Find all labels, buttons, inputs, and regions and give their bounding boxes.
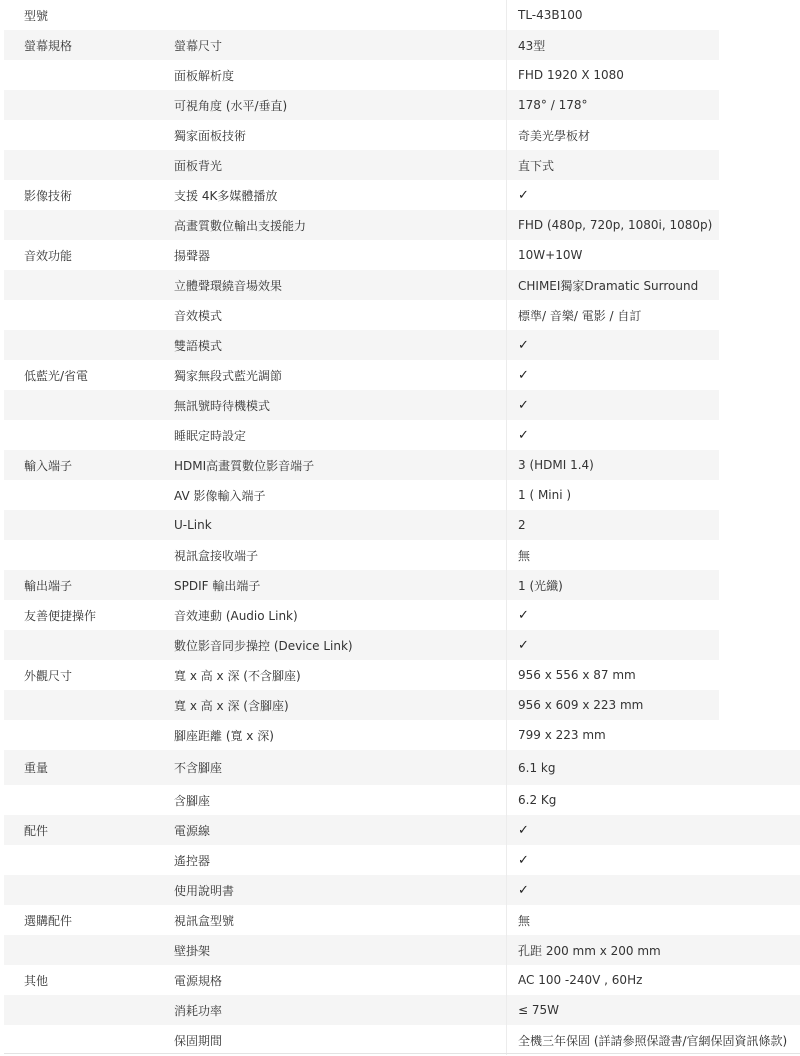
column-divider [506, 660, 507, 690]
column-divider [506, 240, 507, 270]
table-row [4, 60, 719, 90]
table-row [4, 270, 719, 300]
spec-item: 揚聲器 [174, 248, 211, 263]
table-row [4, 690, 719, 720]
table-row [4, 90, 719, 120]
spec-item: 立體聲環繞音場效果 [174, 278, 283, 293]
column-divider [506, 570, 507, 600]
spec-category: 型號 [24, 8, 49, 23]
check-icon: ✓ [518, 397, 529, 413]
column-divider [506, 690, 507, 720]
spec-category: 配件 [24, 823, 49, 838]
table-row [4, 720, 719, 750]
spec-value: 43型 [518, 38, 546, 53]
column-divider [506, 815, 507, 845]
spec-item: 視訊盒型號 [174, 913, 235, 928]
spec-value: 178° / 178° [518, 98, 588, 112]
column-divider [506, 540, 507, 570]
column-divider [506, 30, 507, 60]
spec-category: 重量 [24, 761, 49, 775]
spec-value: 直下式 [518, 158, 555, 173]
spec-value: 標準/ 音樂/ 電影 / 自訂 [518, 308, 642, 323]
table-row [4, 180, 719, 210]
table-row [4, 330, 719, 360]
spec-category: 其他 [24, 973, 49, 988]
spec-category: 友善便捷操作 [24, 608, 97, 623]
spec-item: 螢幕尺寸 [174, 38, 223, 53]
column-divider [506, 450, 507, 480]
spec-value: 2 [518, 518, 526, 532]
spec-category: 音效功能 [24, 248, 73, 263]
check-icon: ✓ [518, 607, 529, 623]
table-row [4, 815, 800, 845]
spec-item: 寬 x 高 x 深 (不含腳座) [174, 668, 301, 683]
column-divider [506, 360, 507, 390]
spec-item: 雙語模式 [174, 338, 223, 353]
table-row [4, 660, 719, 690]
spec-table [4, 0, 800, 1055]
column-divider [506, 875, 507, 905]
table-row [4, 390, 719, 420]
check-icon: ✓ [518, 637, 529, 653]
spec-item: 音效模式 [174, 308, 223, 323]
table-row [4, 0, 719, 30]
spec-item: 獨家無段式藍光調節 [174, 368, 283, 383]
spec-item: 無訊號時待機模式 [174, 398, 271, 413]
table-row [4, 905, 800, 935]
table-row [4, 750, 800, 785]
spec-value: 無 [518, 548, 531, 563]
spec-value: 799 x 223 mm [518, 728, 606, 742]
spec-value: 奇美光學板材 [518, 128, 591, 143]
table-row [4, 600, 719, 630]
spec-item: 保固期間 [174, 1033, 223, 1048]
table-row [4, 1025, 800, 1055]
spec-category: 輸出端子 [24, 578, 73, 593]
column-divider [506, 935, 507, 965]
spec-item: 面板背光 [174, 158, 223, 173]
column-divider [506, 995, 507, 1025]
spec-value: AC 100 -240V , 60Hz [518, 973, 643, 987]
spec-category: 螢幕規格 [24, 38, 73, 53]
spec-item: 寬 x 高 x 深 (含腳座) [174, 698, 289, 713]
column-divider [506, 905, 507, 935]
column-divider [506, 510, 507, 540]
column-divider [506, 150, 507, 180]
spec-category: 外觀尺寸 [24, 668, 73, 683]
spec-item: 腳座距離 (寬 x 深) [174, 728, 274, 743]
spec-value: 6.1 kg [518, 760, 556, 775]
table-row [4, 360, 719, 390]
spec-value: 6.2 Kg [518, 793, 557, 807]
check-icon: ✓ [518, 187, 529, 203]
table-row [4, 995, 800, 1025]
spec-value: 956 x 556 x 87 mm [518, 668, 636, 682]
column-divider [506, 60, 507, 90]
check-icon: ✓ [518, 337, 529, 353]
column-divider [506, 480, 507, 510]
table-row [4, 845, 800, 875]
table-row [4, 150, 719, 180]
spec-item: 遙控器 [174, 853, 211, 868]
table-row [4, 875, 800, 905]
table-row [4, 420, 719, 450]
column-divider [506, 210, 507, 240]
table-row [4, 120, 719, 150]
spec-item: 睡眠定時設定 [174, 428, 247, 443]
column-divider [506, 0, 507, 30]
check-icon: ✓ [518, 882, 529, 898]
table-row [4, 240, 719, 270]
spec-item: 數位影音同步操控 (Device Link) [174, 638, 353, 653]
spec-item: U-Link [174, 518, 212, 532]
spec-category: 影像技術 [24, 188, 73, 203]
spec-value: FHD 1920 X 1080 [518, 68, 624, 82]
table-row [4, 30, 719, 60]
spec-value: 無 [518, 913, 531, 928]
spec-item: 電源規格 [174, 973, 223, 988]
spec-item: 可視角度 (水平/垂直) [174, 98, 288, 113]
spec-item: 音效連動 (Audio Link) [174, 608, 298, 623]
check-icon: ✓ [518, 427, 529, 443]
table-row [4, 480, 719, 510]
column-divider [506, 300, 507, 330]
spec-category: 低藍光/省電 [24, 368, 89, 383]
spec-value: 10W+10W [518, 248, 583, 262]
column-divider [506, 785, 507, 815]
table-row [4, 210, 719, 240]
spec-item: AV 影像輸入端子 [174, 488, 266, 503]
spec-category: 輸入端子 [24, 458, 73, 473]
column-divider [506, 1025, 507, 1055]
table-row [4, 630, 719, 660]
spec-item: 使用說明書 [174, 883, 235, 898]
spec-item: 面板解析度 [174, 68, 235, 83]
column-divider [506, 390, 507, 420]
spec-item: 支援 4K多媒體播放 [174, 188, 278, 203]
table-row [4, 935, 800, 965]
spec-item: HDMI高畫質數位影音端子 [174, 458, 315, 473]
spec-value: 1 ( Mini ) [518, 488, 572, 502]
spec-item: 獨家面板技術 [174, 128, 247, 143]
check-icon: ✓ [518, 852, 529, 868]
spec-item: 不含腳座 [174, 761, 223, 775]
table-row [4, 785, 800, 815]
table-row [4, 510, 719, 540]
table-row [4, 450, 719, 480]
spec-item: 壁掛架 [174, 943, 211, 958]
column-divider [506, 330, 507, 360]
column-divider [506, 120, 507, 150]
spec-item: SPDIF 輸出端子 [174, 578, 261, 593]
spec-item: 消耗功率 [174, 1003, 223, 1018]
spec-value: 孔距 200 mm x 200 mm [518, 943, 661, 958]
spec-item: 視訊盒接收端子 [174, 548, 259, 563]
column-divider [506, 630, 507, 660]
spec-value: CHIMEI獨家Dramatic Surround [518, 278, 699, 293]
table-bottom-border [4, 1053, 800, 1054]
column-divider [506, 420, 507, 450]
spec-item: 高畫質數位輸出支援能力 [174, 218, 307, 233]
spec-value: ≤ 75W [518, 1003, 560, 1017]
spec-category: 選購配件 [24, 913, 73, 928]
check-icon: ✓ [518, 367, 529, 383]
column-divider [506, 180, 507, 210]
column-divider [506, 600, 507, 630]
column-divider [506, 90, 507, 120]
column-divider [506, 845, 507, 875]
column-divider [506, 965, 507, 995]
spec-item: 電源線 [174, 823, 211, 838]
table-row [4, 965, 800, 995]
table-row [4, 570, 719, 600]
column-divider [506, 720, 507, 750]
column-divider [506, 750, 507, 785]
spec-value: 全機三年保固 (詳請參照保證書/官網保固資訊條款) [518, 1033, 788, 1048]
check-icon: ✓ [518, 822, 529, 838]
spec-item: 含腳座 [174, 793, 211, 808]
column-divider [506, 270, 507, 300]
table-row [4, 540, 719, 570]
table-row [4, 300, 719, 330]
spec-value: 1 (光纖) [518, 578, 563, 593]
spec-value: 3 (HDMI 1.4) [518, 458, 594, 472]
spec-value: FHD (480p, 720p, 1080i, 1080p) [518, 218, 713, 232]
spec-value: 956 x 609 x 223 mm [518, 698, 644, 712]
spec-value: TL-43B100 [518, 8, 583, 22]
